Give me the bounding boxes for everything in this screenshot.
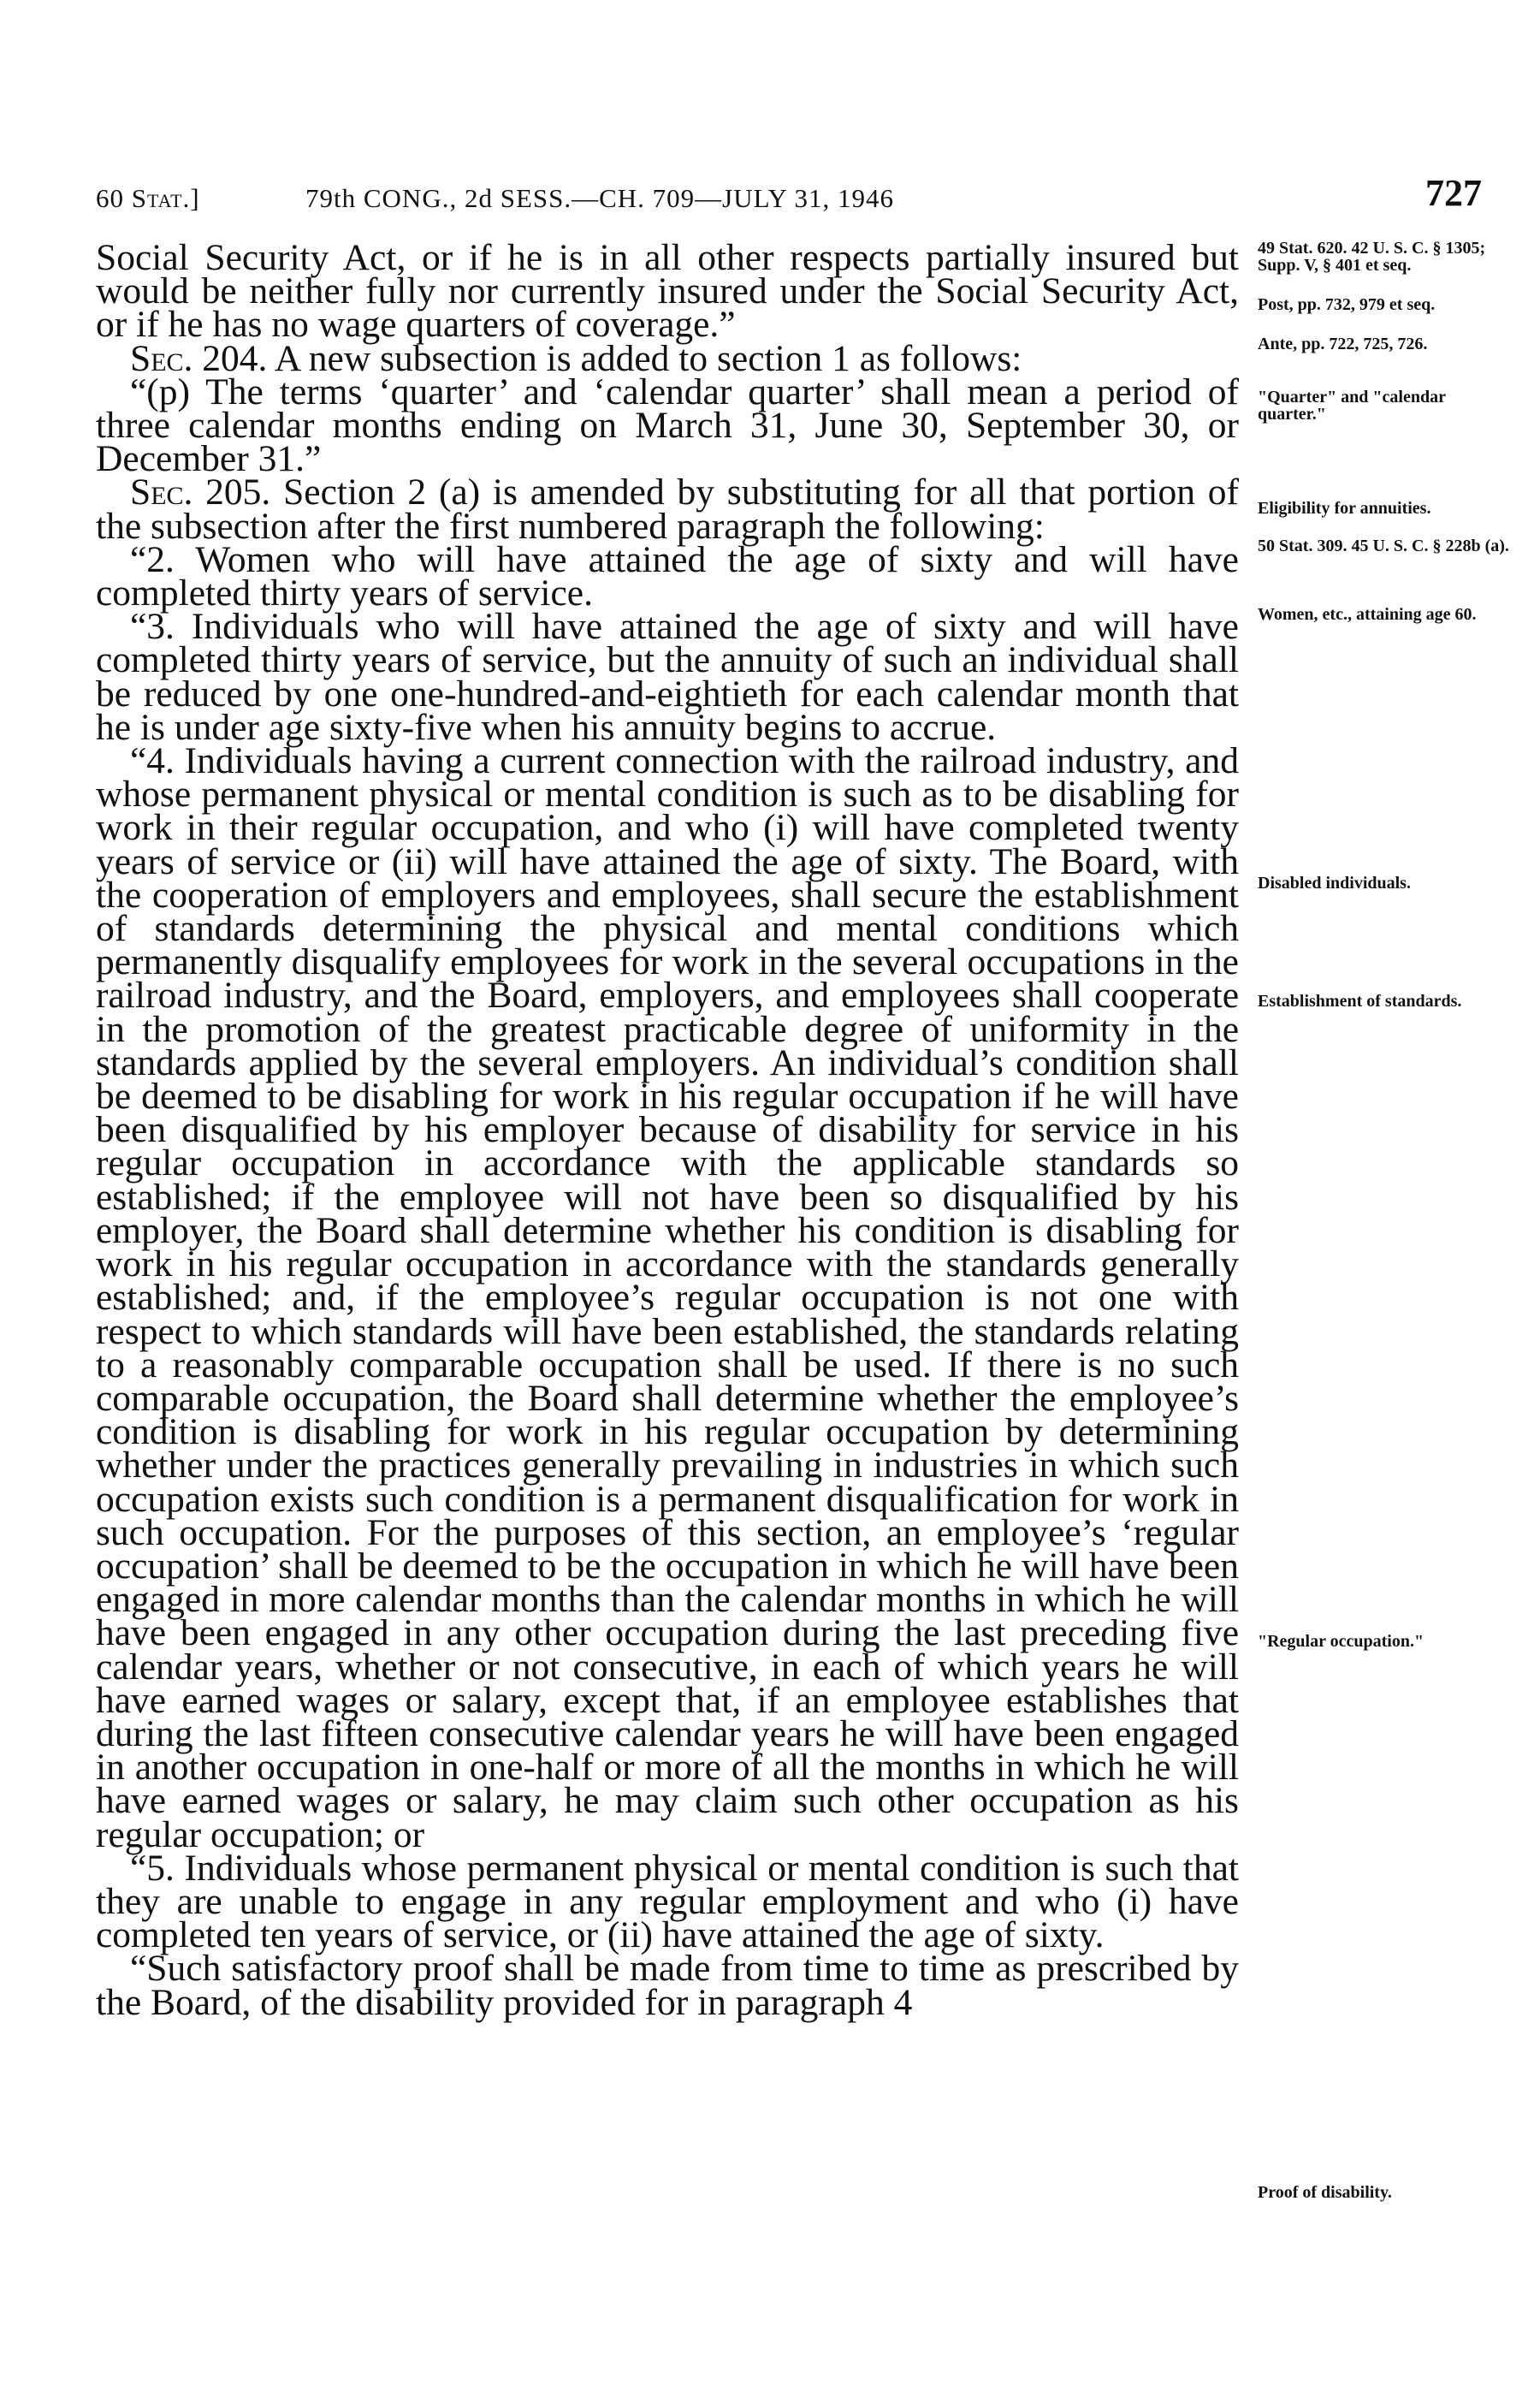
paragraph-text: “(p) The terms ‘quarter’ and ‘calendar quarter’ shall mean a period of three calendar months ending on March 31, June 30, September 30, or December 31.” [96,371,1239,480]
paragraph-text: “5. Individuals whose permanent physical or mental condition is such that they are unable to engage in any regular employment and who (i) have completed ten years of service, or (ii) have attained the age of sixty. [96,1847,1239,1956]
paragraph [96,606,1239,748]
margin-note: "Regular occupation." [1258,1632,1424,1651]
margin-note: Disabled individuals. [1258,874,1411,893]
margin-note: Eligibility for annuities. [1258,499,1431,518]
paragraph-text: “2. Women who will have attained the age of sixty and will have completed thirty years of service. [96,538,1239,614]
margin-note: Proof of disability. [1258,2183,1392,2202]
body-text [96,237,1239,2023]
margin-note: Women, etc., attaining age 60. [1258,605,1477,624]
section-label: Sec. [130,472,193,513]
running-header [96,171,1482,222]
paragraph-text: “Such satisfactory proof shall be made from time to time as prescribed by the Board, of the disability provided for in paragraph 4 [96,1948,1239,2023]
paragraph [96,740,1239,1855]
margin-note: Ante, pp. 722, 725, 726. [1258,335,1428,353]
paragraph [96,1847,1239,1956]
paragraph-text: 205. Section 2 (a) is amended by substituting for all that portion of the subsection after the first numbered paragraph the following: [96,472,1239,547]
volume-citation: 60 Stat.] [96,183,200,213]
paragraph [96,237,1239,346]
margin-note: "Quarter" and "calendar quarter." [1258,388,1446,424]
paragraph [96,371,1239,480]
paragraph-text: “3. Individuals who will have attained the age of sixty and will have completed thirty years of service, but the annuity of such an individual shall be reduced by one one-hundred-and-eightieth for each calendar month that he is under age sixty-five when his annuity begins to accrue. [96,606,1239,748]
margin-notes [1258,241,1514,2381]
margin-note: 50 Stat. 309. 45 U. S. C. § 228b (a). [1258,537,1509,555]
page-number: 727 [1425,172,1482,214]
paragraph [96,538,1239,614]
margin-note: Establishment of standards. [1258,992,1462,1011]
paragraph [96,472,1239,547]
paragraph-text: 204. A new subsection is added to section 1 as follows: [192,337,1022,379]
margin-note: 49 Stat. 620. 42 U. S. C. § 1305; Supp. V, § 401 et seq. [1258,239,1486,275]
section-label: Sec. [130,337,193,379]
paragraph-text: “4. Individuals having a current connection with the railroad industry, and whose permanent physical or mental condition is such as to be disabling for work in their regular occupation, and who (i) will have completed twenty years of service or (ii) will have attained the age of sixty. The Board, with the cooperation of employers and employees, shall secure the establishment of standards determining the physical and mental conditions which permanently disqualify employees for work in the several occupations in the railroad industry, and the Board, employers, and employees shall cooperate in the promotion of the greatest practicable degree of uniformity in the standards applied by the several employers. An individual’s condition shall be deemed to be disabling for work in his regular occupation if he will have been disqualified by his employer because of disability for service in his regular occupation in accordance with the applicable standards so established; if the employee will not have been so disqualified by his employer, the Board shall determine whether his condition is disabling for work in his regular occupation in accordance with the standards generally established; and, if the employee’s regular occupation is not one with respect to which standards will have been established, the standards relating to a reasonably comparable occupation shall be used. If there is no such comparable occupation, the Board shall determine whether the employee’s condition is disabling for work in his regular occupation by determining whether under the practices generally prevailing in industries in which such occupation exists such condition is a permanent disqualification for work in such occupation. For the purposes of this section, an employee’s ‘regular occupation’ shall be deemed to be the occupation in which he will have been engaged in more calendar months than the calendar months in which he will have been engaged in any other occupation during the last preceding five calendar years, whether or not consecutive, in each of which years he will have earned wages or salary, except that, if an employee establishes that during the last fifteen consecutive calendar years he will have been engaged in another occupation in one-half or more of all the months in which he will have earned wages or salary, he may claim such other occupation as his regular occupation; or [96,740,1239,1855]
session-chapter-date: 79th CONG., 2d SESS.—CH. 709—JULY 31, 1946 [305,183,894,213]
paragraph [96,1948,1239,2023]
paragraph-text: Social Security Act, or if he is in all other respects partially insured but would be neither fully nor currently insured under the Social Security Act, or if he has no wage quarters of coverage.” [96,237,1239,346]
margin-note: Post, pp. 732, 979 et seq. [1258,295,1436,314]
